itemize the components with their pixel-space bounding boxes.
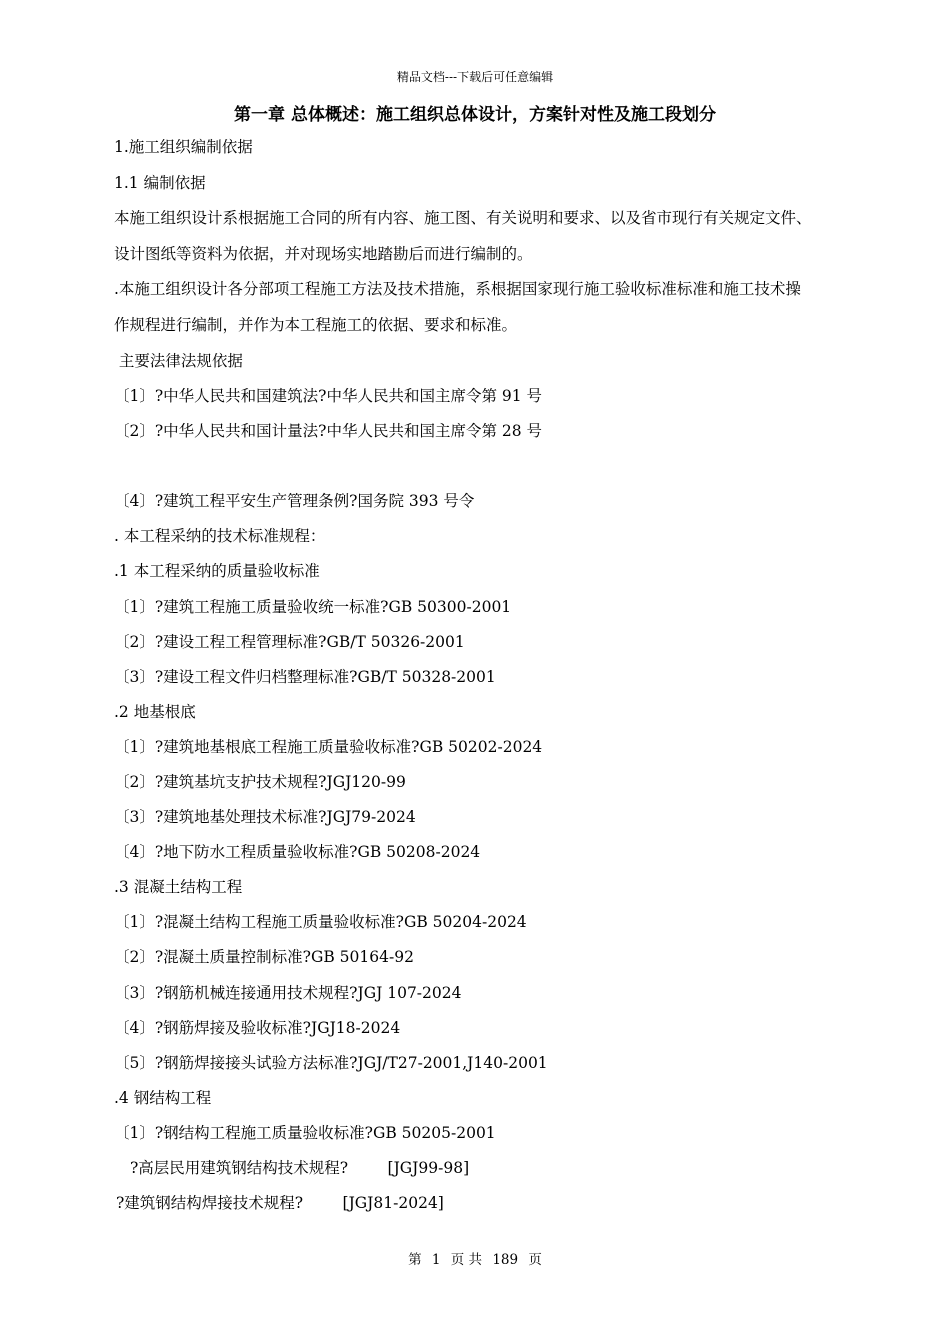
footer-prefix: 第: [408, 1252, 422, 1268]
text-line: 〔2〕?混凝土质量控制标准?GB 50164-92: [114, 948, 414, 966]
footer-suffix: 页: [528, 1252, 542, 1268]
text-line: . 本工程采纳的技术标准规程：: [114, 527, 326, 545]
footer-mid: 页 共: [450, 1252, 483, 1268]
text-line: 〔4〕?钢筋焊接及验收标准?JGJ18-2024: [114, 1019, 401, 1037]
text-line: 〔4〕?建筑工程平安生产管理条例?国务院 393 号令: [114, 492, 475, 510]
text-line: .4 钢结构工程: [114, 1089, 212, 1107]
page-footer: [0, 1248, 950, 1268]
text-line: 〔1〕?建筑工程施工质量验收统一标准?GB 50300-2001: [114, 598, 512, 616]
text-line: 作规程进行编制，并作为本工程施工的依据、要求和标准。: [114, 316, 518, 334]
text-line: .3 混凝土结构工程: [114, 878, 243, 896]
text-line: 〔3〕?钢筋机械连接通用技术规程?JGJ 107-2024: [114, 984, 462, 1002]
text-line: 〔1〕?混凝土结构工程施工质量验收标准?GB 50204-2024: [114, 913, 527, 931]
text-line: 本施工组织设计系根据施工合同的所有内容、施工图、有关说明和要求、以及省市现行有关规定文件、: [114, 209, 812, 227]
text-line: 1.1 编制依据: [114, 174, 206, 192]
footer-total-pages: 189: [492, 1252, 519, 1268]
chapter-title: 第一章 总体概述：施工组织总体设计，方案针对性及施工段划分: [234, 105, 716, 125]
text-line: .本施工组织设计各分部项工程施工方法及技术措施，系根据国家现行施工验收标准标准和施工技术操: [114, 280, 801, 298]
text-line: 〔3〕?建筑地基处理技术标准?JGJ79-2024: [114, 808, 416, 826]
text-line: 〔1〕?中华人民共和国建筑法?中华人民共和国主席令第 91 号: [114, 387, 543, 405]
text-line: 〔4〕?地下防水工程质量验收标准?GB 50208-2024: [114, 843, 481, 861]
text-line: 〔2〕?中华人民共和国计量法?中华人民共和国主席令第 28 号: [114, 422, 543, 440]
text-line: 〔2〕?建设工程工程管理标准?GB/T 50326-2001: [114, 633, 465, 651]
text-line: ?建筑钢结构焊接技术规程? [JGJ81-2024]: [116, 1194, 444, 1212]
text-line: 〔3〕?建设工程文件归档整理标准?GB/T 50328-2001: [114, 668, 496, 686]
text-line: .2 地基根底: [114, 703, 196, 721]
text-line: .1 本工程采纳的质量验收标准: [114, 562, 320, 580]
footer-page-number: 1: [431, 1252, 441, 1268]
text-line: 主要法律法规依据: [114, 352, 243, 370]
text-line: ?高层民用建筑钢结构技术规程? [JGJ99-98]: [130, 1159, 470, 1177]
text-line: 〔1〕?建筑地基根底工程施工质量验收标准?GB 50202-2024: [114, 738, 543, 756]
page-header: 精品文档---下载后可任意编辑: [396, 70, 554, 84]
text-line: 〔5〕?钢筋焊接接头试验方法标准?JGJ/T27-2001,J140-2001: [114, 1054, 548, 1072]
text-line: 〔2〕?建筑基坑支护技术规程?JGJ120-99: [114, 773, 406, 791]
text-line: 〔1〕?钢结构工程施工质量验收标准?GB 50205-2001: [114, 1124, 496, 1142]
text-line: 1.施工组织编制依据: [114, 138, 253, 156]
text-line: 设计图纸等资料为依据，并对现场实地踏勘后而进行编制的。: [114, 245, 533, 263]
